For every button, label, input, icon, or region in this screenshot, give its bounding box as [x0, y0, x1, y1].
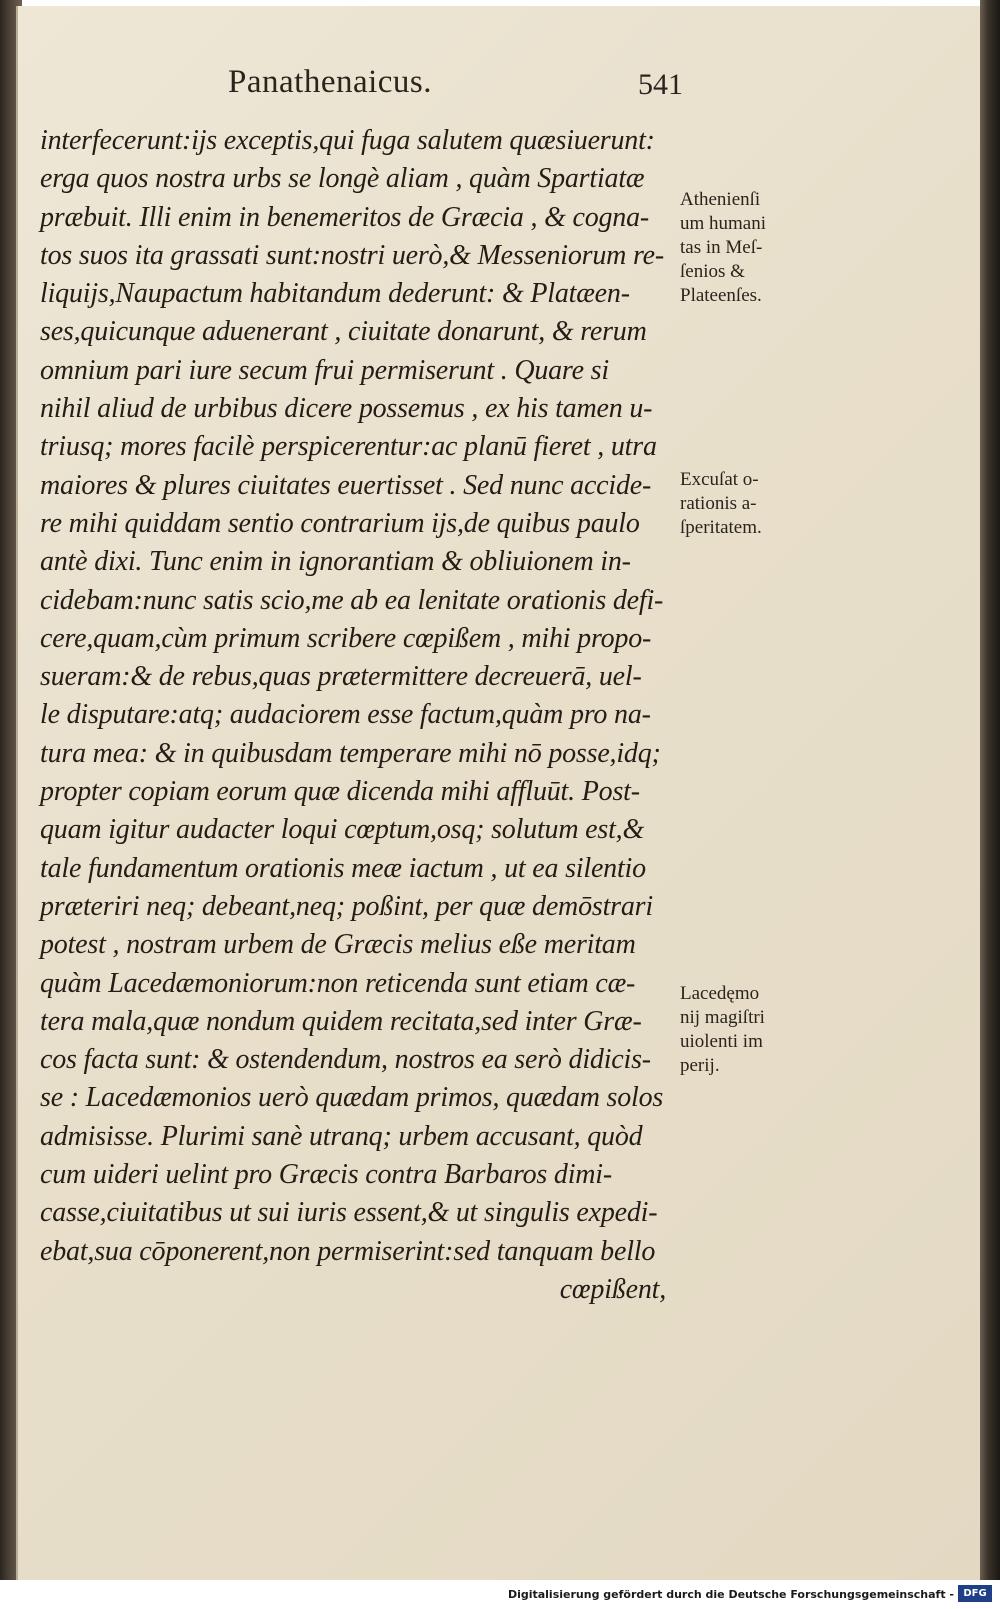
margin-note-line: perij. [680, 1055, 720, 1076]
body-line: re mihi quiddam sentio contrarium ijs,de quibus paulo [40, 507, 640, 539]
body-line: cum uideri uelint pro Græcis contra Barbaros dimi- [40, 1159, 613, 1191]
margin-note-line: tas in Meſ- [680, 237, 763, 258]
page-number: 541 [638, 68, 683, 101]
body-text [40, 122, 680, 1309]
body-line: præteriri neq; debeant,neq; poßint, per quæ demōstrari [40, 890, 653, 922]
margin-note-athenians [680, 188, 820, 308]
body-line: sueram:& de rebus,quas prætermittere decreuerā, uel- [40, 661, 642, 693]
body-line: cidebam:nunc satis scio,me ab ea lenitate orationis defi- [40, 584, 664, 616]
body-line: potest , nostram urbem de Græcis melius eße meritam [40, 929, 636, 961]
margin-note-line: um humani [680, 213, 767, 234]
body-line: triusq; mores facilè perspicerentur:ac planū fieret , utra [40, 431, 657, 463]
margin-note-line: Excuſat o- [680, 469, 759, 490]
dfg-logo: DFG [958, 1585, 992, 1602]
margin-note-lacedaemonians [680, 982, 820, 1078]
body-line: ses,quicunque aduenerant , ciuitate donarunt, & rerum [40, 316, 647, 348]
page-header [18, 64, 980, 124]
body-line: tale fundamentum orationis meæ iactum , ut ea silentio [40, 852, 646, 884]
running-title: Panathenaicus. [228, 64, 433, 100]
body-line: erga quos nostra urbs se longè aliam , quàm Spartiatæ [40, 163, 645, 195]
body-line: se : Lacedæmonios uerò quædam primos, quædam solos [40, 1082, 664, 1114]
footer-bar [0, 1580, 1000, 1609]
body-line: cos facta sunt: & ostendendum, nostros ea serò didicis- [40, 1044, 651, 1076]
body-line: quàm Lacedæmoniorum:non reticenda sunt etiam cæ- [40, 967, 636, 999]
margin-note-line: nij magiſtri [680, 1007, 765, 1028]
body-line: omnium pari iure secum frui permiserunt . Quare si [40, 354, 609, 386]
margin-note-excusat [680, 468, 820, 540]
margin-note-line: Lacedęmo [680, 983, 760, 1004]
footer-credit: Digitalisierung gefördert durch die Deutsche Forschungsgemeinschaft - [507, 1588, 954, 1601]
body-line: nihil aliud de urbibus dicere possemus , ex his tamen u- [40, 393, 653, 425]
body-line: interfecerunt:ijs exceptis,qui fuga salutem quæsiuerunt: [40, 125, 655, 156]
body-line: cere,quam,cùm primum scribere cœpißem , mihi propo- [40, 622, 652, 654]
margin-note-line: uiolenti im [680, 1031, 763, 1052]
body-line: liquijs,Naupactum habitandum dederunt: & Platæen- [40, 278, 630, 310]
body-line: tera mala,quæ nondum quidem recitata,sed inter Græ- [40, 1005, 642, 1037]
body-line: quam igitur audacter loqui cœptum,osq; solutum est,& [40, 814, 645, 846]
page-sheet [16, 6, 980, 1580]
margin-note-line: ſenios & [680, 261, 745, 282]
body-line: propter copiam eorum quæ dicenda mihi affluūt. Post- [40, 776, 640, 808]
body-line: le disputare:atq; audaciorem esse factum,quàm pro na- [40, 699, 651, 731]
margin-note-line: Plateenſes. [680, 285, 762, 306]
body-line: tos suos ita grassati sunt:nostri uerò,& Messeniorum re- [40, 239, 665, 271]
body-line: casse,ciuitatibus ut sui iuris essent,& ut singulis expedi- [40, 1197, 658, 1229]
body-line: ebat,sua cōponerent,non permiserint:sed tanquam bello [40, 1235, 656, 1267]
body-line: præbuit. Illi enim in benemeritos de Græcia , & cogna- [40, 201, 650, 233]
body-line: admisisse. Plurimi sanè utranq; urbem accusant, quòd [40, 1120, 643, 1152]
body-line: maiores & plures ciuitates euertisset . Sed nunc accide- [40, 469, 652, 501]
body-line: cœpißent, [559, 1273, 666, 1305]
margin-note-line: rationis a- [680, 493, 757, 514]
book-right-edge [980, 0, 1000, 1580]
body-line: antè dixi. Tunc enim in ignorantiam & obliuionem in- [40, 546, 631, 578]
margin-note-line: Athenienſi [680, 189, 761, 210]
body-line: tura mea: & in quibusdam temperare mihi nō posse,idq; [40, 737, 661, 769]
margin-note-line: ſperitatem. [680, 517, 762, 538]
